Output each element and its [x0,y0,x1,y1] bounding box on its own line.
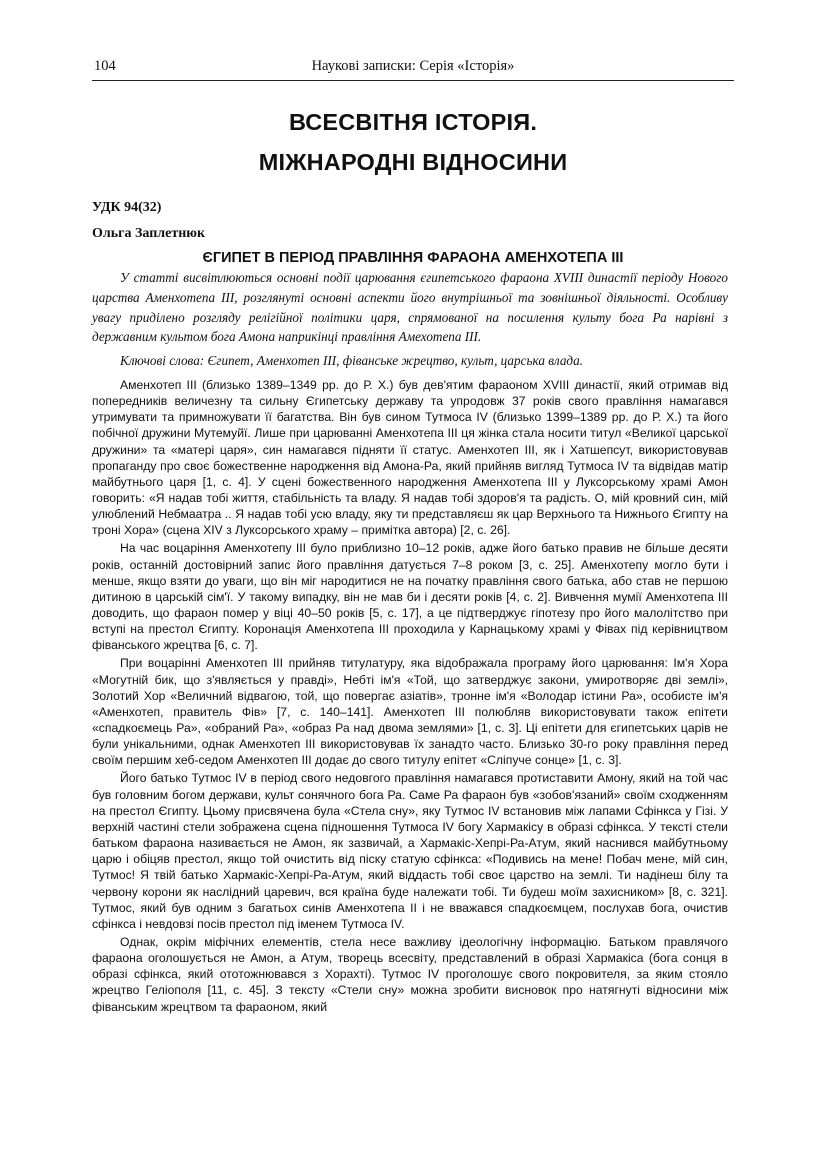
body-paragraph: Його батько Тутмос IV в період свого недовгого правління намагався протиставити Амону, який на той час був головним богом держави, культ сонячного бога Ра. Саме Ра фараон був «зобов'язаний» своїм сходженням на престол Єгипту. Цьому присвячена була «Стела сну», яку Тутмос IV встановив між лапами Сфінкса у Гізі. У верхній частині стели зображена сцена підношення Тутмоса IV богу Хармакісу в образі сфінкса. У тексті стели батьком фараона називається не Амон, як зазвичай, а Хармакіс-Хепрі-Ра-Атум, який наснився майбутньому царю і обіцяв престол, якщо той очистить від піску статую сфінкса: «Подивись на мене! Побач мене, мій син, Тутмос! Я твій батько Хармакіс-Хепрі-Ра-Атум, який віддасть тобі своє царство на землі. Ти надінеш білу та червону корони як наслідний царевич, вся країна буде належати тобі. Ти будеш моїм захисником» [8, с. 321]. Тутмос, який був одним з багатьох синів Аменхотепа ІІ і не вважався спадкоємцем, послухав бога, очистив сфінкса і невдовзі посів престол під іменем Тутмоса IV. [92,771,728,931]
section-title-line-2: МІЖНАРОДНІ ВІДНОСИНИ [258,149,568,175]
udk-code: УДК 94(32) [92,200,162,215]
body-paragraph: При воцарінні Аменхотеп ІІІ прийняв титулатуру, яка відображала програму його царювання: Ім'я Хора «Могутній бик, що з'являється у правді», Небті ім'я «Той, що затверджує закони, умиротворяє дві землі», Золотий Хор «Величний відвагою, той, що повергає азіатів», тронне ім'я «Володар істини Ра», особисте ім'я «Аменхотеп, правитель Фів» [7, с. 140–141]. Аменхотеп ІІІ полюбляв використовувати також епітети «спадкоємець Ра», «обраний Ра», «образ Ра над двома землями» [1, с. 3]. Ці епітети для єгипетських царів не були унікальними, однак Аменхотеп ІІІ використовував їх занадто часто. Близько 30-го року правління перед своїм першим хеб-седом Аменхотеп ІІІ додає до свого титулу епітет «Сліпуче сонце» [1, с. 3]. [92,656,728,768]
journal-title: Наукові записки: Серія «Історія» [311,58,515,74]
keywords: Ключові слова: Єгипет, Аменхотеп ІІІ, фіванське жрецтво, культ, царська влада. [120,353,583,368]
page-number: 104 [94,58,116,74]
running-header [92,56,734,81]
article-title: ЄГИПЕТ В ПЕРІОД ПРАВЛІННЯ ФАРАОНА АМЕНХОТЕПА III [202,250,624,266]
section-title [92,102,734,182]
body-paragraph: Однак, окрім міфічних елементів, стела несе важливу ідеологічну інформацію. Батьком правлячого фараона оголошується не Амон, а Атум, творець всесвіту, представлений в образі Хармакіса (бога сонця в образі сфінкса, який ототожнювався з Хорахті). Тутмос IV проголошує свого покровителя, за яким стояло жрецтво Геліополя [11, с. 45]. З тексту «Стели сну» можна зробити висновок про натягнуті відносини між фіванським жрецтвом та фараоном, який [92,934,728,1014]
abstract: У статті висвітлюються основні події царювання єгипетського фараона XVIII династії періоду Нового царства Аменхотепа ІІІ, розглянуті основні аспекти його внутрішньої та зовнішньої діяльності. Особливу увагу приділено розгляду релігійної політики царя, спрямованої на посилення культу бога Ра нарівні з державним культом бога Амона наприкінці правління Амехотепа ІІІ. [92,270,728,345]
body-paragraph: На час воцаріння Аменхотепу ІІІ було приблизно 10–12 років, адже його батько правив не більше десяти років, останній достовірний запис його правління датується 7–8 роком [3, с. 25]. Аменхотепу могло бути і менше, якщо взяти до уваги, що він міг народитися не на початку правління свого батька, або став не першою дитиною в царській сім'ї. У такому випадку, він не мав би і десяти років [4, с. 2]. Вивчення мумії Аменхотепа ІІІ доводить, що фараон помер у віці 40–50 років [5, с. 17], а це підтверджує гіпотезу про його малолітство при вступі на престол Єгипту. Коронація Аменхотепа ІІІ проходила у Карнацькому храмі у Фівах під керівництвом фіванського жрецтва [6, с. 7]. [92,541,728,653]
body-paragraph: Аменхотеп III (близько 1389–1349 рр. до Р. Х.) був дев'ятим фараоном XVIII династії, який отримав від попередників величезну та сильну Єгипетську державу та упродовж 37 років свого правління намагався утримувати та примножувати її багатства. Він був сином Тутмоса IV (близько 1399–1389 рр. до Р. Х.) та його побічної дружини Мутемуйї. Лише при царюванні Аменхотепа ІІІ ця жінка стала носити титул «Великої царської дружини» та «матері царя», син намагався підняти її статус. Аменхотеп ІІІ, як і Хатшепсут, використовував пропаганду про своє божественне народження від Амона-Ра, який прийняв вигляд Тутмоса IV та відвідав матір майбутнього царя [1, с. 4]. У сцені божественного народження Аменхотепа ІІІ у Луксорському храмі Амон говорить: «Я надав тобі життя, стабільність та владу. Я надав тобі здоров'я та радість. О, мій кровний син, мій улюблений Небмаатра .. Я надав тобі усю владу, яку ти представляєш як цар Верхнього та Нижнього Єгипту на троні Хора» (сцена XIV з Луксорського храму – примітка автора) [2, с. 26]. [92,378,728,538]
section-title-line-1: ВСЕСВІТНЯ ІСТОРІЯ. [288,109,538,135]
author-name: Ольга Заплетнюк [92,226,206,241]
article-body [92,377,728,1017]
